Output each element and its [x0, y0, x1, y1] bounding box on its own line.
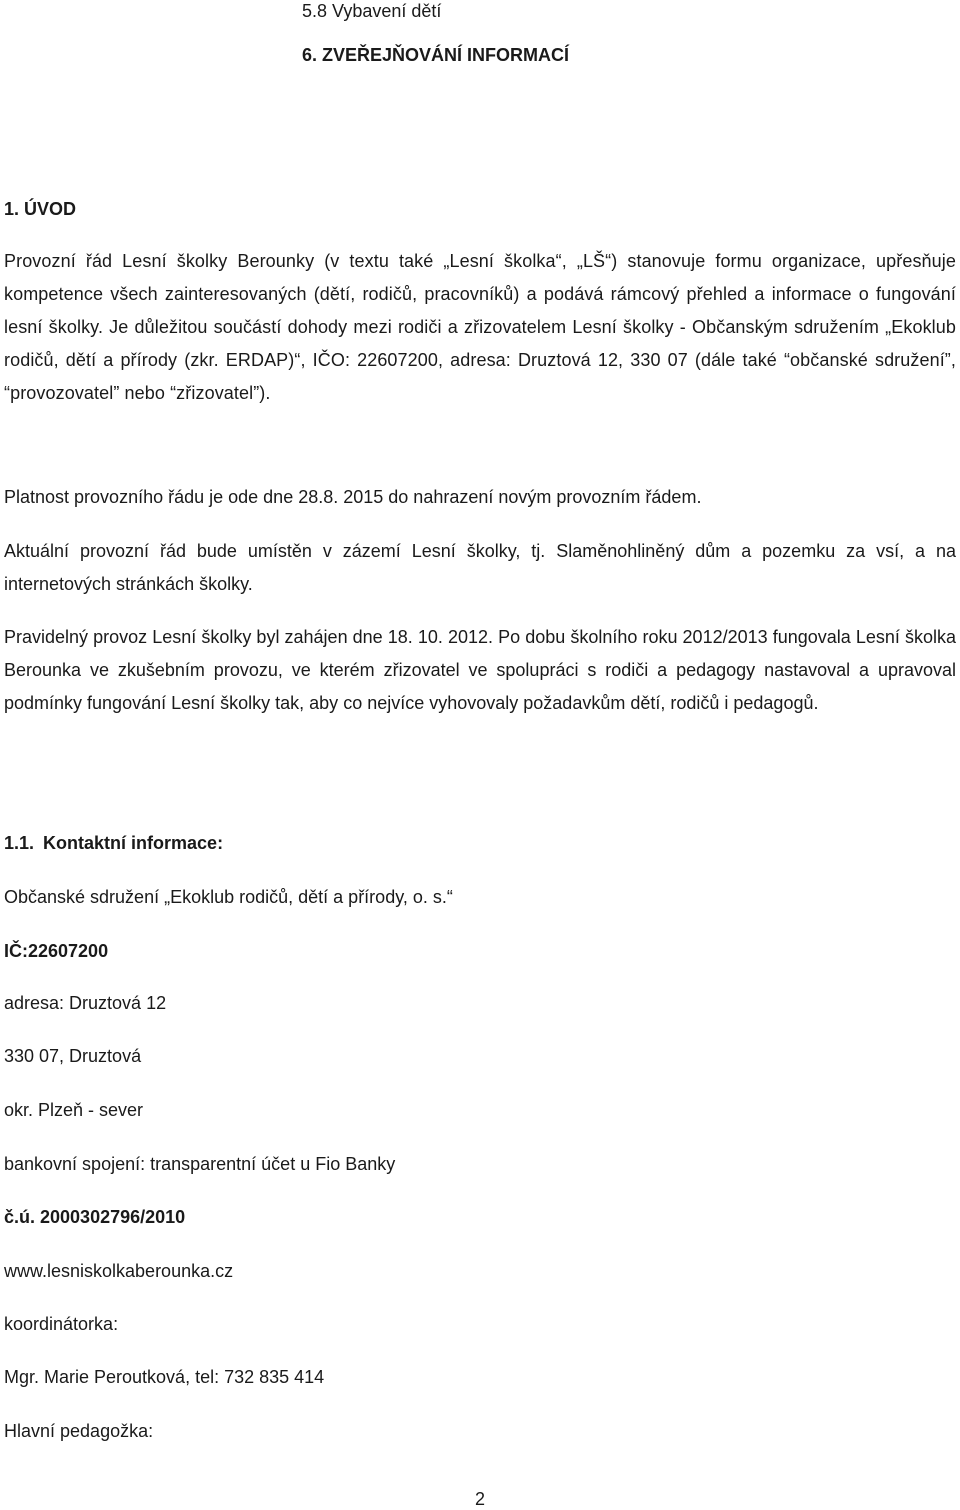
toc-item-5-8: 5.8 Vybavení dětí [302, 1, 442, 21]
head-teacher-label: Hlavní pedagožka: [4, 1421, 154, 1441]
account-number: č.ú. 2000302796/2010 [4, 1207, 186, 1227]
address-line: adresa: Druztová 12 [4, 993, 167, 1013]
ic-number: IČ:22607200 [4, 941, 109, 961]
district-line: okr. Plzeň - sever [4, 1100, 144, 1120]
toc-item-6: 6. ZVEŘEJŇOVÁNÍ INFORMACÍ [302, 45, 570, 65]
website-link[interactable]: www.lesniskolkaberounka.cz [4, 1261, 234, 1281]
page-number: 2 [474, 1489, 485, 1509]
contact-heading-label: Kontaktní informace: [43, 833, 224, 853]
postal-line: 330 07, Druztová [4, 1046, 142, 1066]
organization-name: Občanské sdružení „Ekoklub rodičů, dětí a přírody, o. s.“ [4, 887, 453, 907]
location-paragraph: Aktuální provozní řád bude umístěn v zázemí Lesní školky, tj. Slaměnohliněný dům a pozemku za vsí, a na internetových stránkách školky. [4, 541, 956, 594]
section-heading-uvod: 1. ÚVOD [4, 199, 77, 219]
coordinator-label: koordinátorka: [4, 1314, 119, 1334]
contact-heading [4, 832, 223, 854]
coordinator-contact: Mgr. Marie Peroutková, tel: 732 835 414 [4, 1367, 325, 1387]
validity-text: Platnost provozního řádu je ode dne 28.8. 2015 do nahrazení novým provozním řádem. [4, 487, 702, 507]
history-paragraph: Pravidelný provoz Lesní školky byl zahájen dne 18. 10. 2012. Po dobu školního roku 2012/2013 fungovala Lesní školka Berounka ve zkušebním provozu, ve kterém zřizovatel ve spolupráci s rodiči a pedagogy nastavoval a upravoval podmínky fungování Lesní školky tak, aby co nejvíce vyhovovaly požadavkům dětí, rodičů i pedagogů. [4, 627, 956, 713]
contact-heading-number: 1.1. [4, 833, 35, 853]
bank-line: bankovní spojení: transparentní účet u Fio Banky [4, 1154, 396, 1174]
intro-paragraph: Provozní řád Lesní školky Berounky (v textu také „Lesní školka“, „LŠ“) stanovuje formu organizace, upřesňuje kompetence všech zainteresovaných (dětí, rodičů, pracovníků) a podává rámcový přehled a informace o fungování lesní školky. Je důležitou součástí dohody mezi rodiči a zřizovatelem Lesní školky - Občanským sdružením „Ekoklub rodičů, dětí a přírody (zkr. ERDAP)“, IČO: 22607200, adresa: Druztová 12, 330 07 (dále také “občanské sdružení”, “provozovatel” nebo “zřizovatel”). [4, 251, 956, 403]
